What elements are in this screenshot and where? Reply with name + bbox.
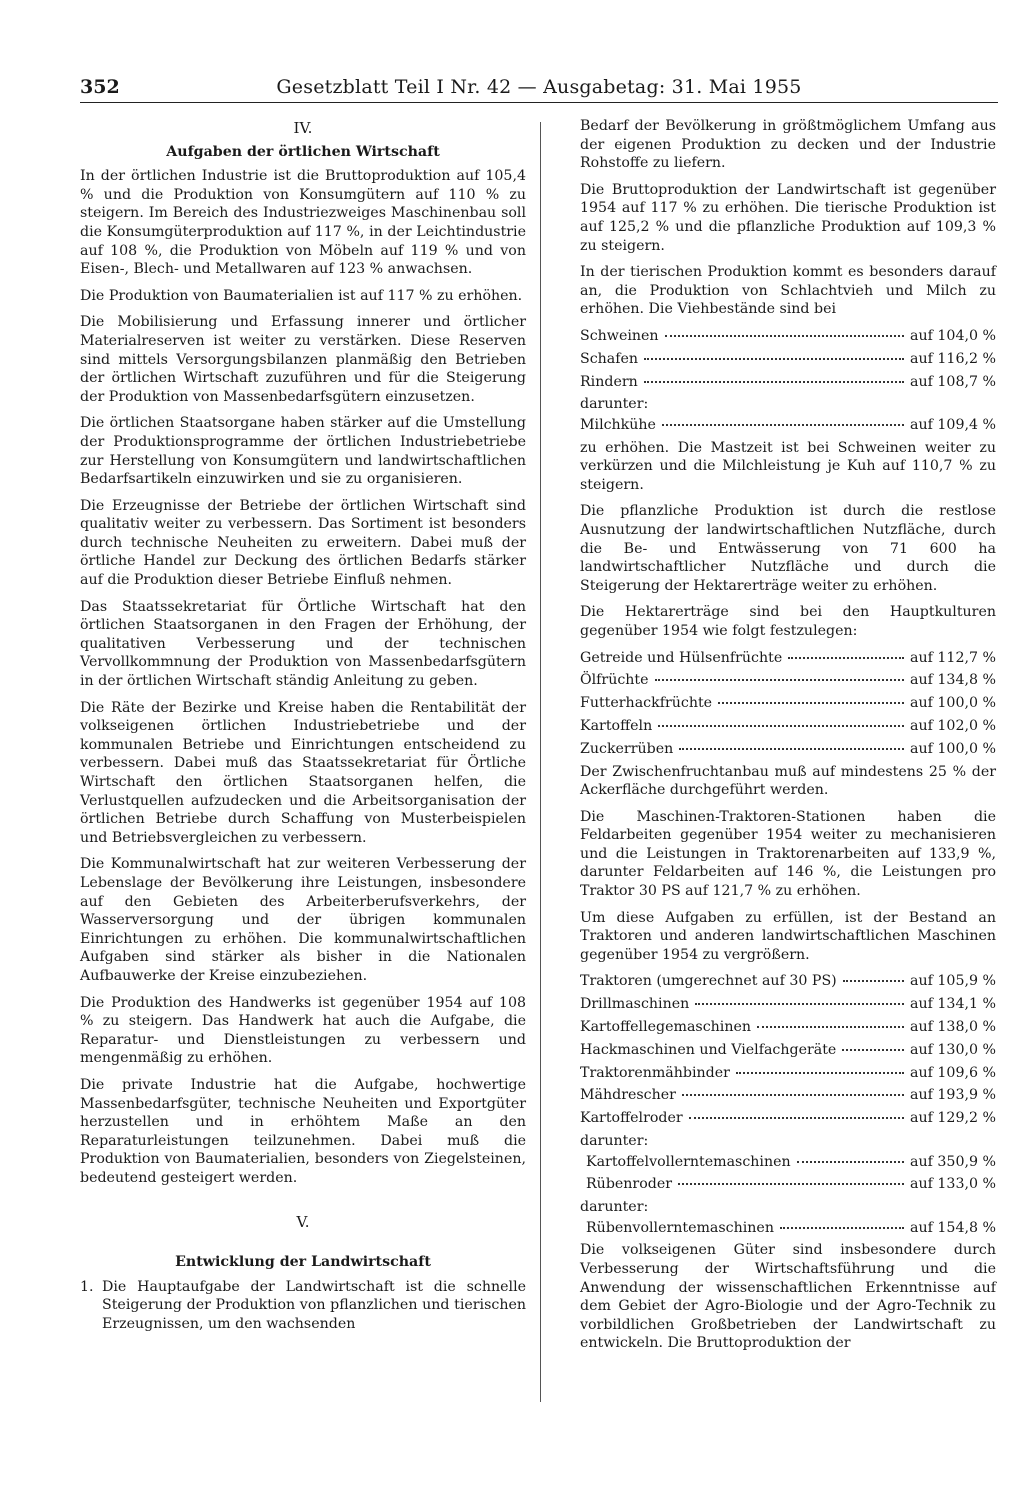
stat-row — [580, 671, 996, 690]
paragraph: Die volkseigenen Güter sind insbesondere durch Verbesserung der Wirtschaftsführung und die Anwendung der wissenschaftlichen Erkenntnisse auf dem Gebiet der Agro-Biologie und der Agro-Technik zu vorbildlichen Großbetrieben der Landwirtschaft zu entwickeln. Die Bruttoproduktion der — [580, 1242, 996, 1352]
stat-value: auf 104,0 % — [910, 327, 996, 344]
section-number: IV. — [293, 119, 313, 137]
leader-dots — [736, 1072, 904, 1074]
leader-dots — [644, 381, 904, 383]
paragraph: Die Mobilisierung und Erfassung innerer und örtlicher Materialreserven ist weiter zu verstärken. Diese Reserven sind mittels Versorgungsbilanzen planmäßig den Betrieben der örtlichen Wirtschaft zuzuführen und für die Steigerung der Produktion von Massenbedarfsgütern einzusetzen. — [80, 314, 526, 405]
paragraph: In der örtlichen Industrie ist die Bruttoproduktion auf 105,4 % und die Produktion von Konsumgütern auf 110 % zu steigern. Im Bereich des Industriezweiges Maschinenbau soll die Konsumgüterproduktion auf 117 %, in der Leichtindustrie auf 108 %, die Produktion von Möbeln auf 119 % und von Eisen-, Blech- und Metallwaren auf 123 % anwachsen. — [80, 168, 526, 278]
section-title: Entwicklung der Landwirtschaft — [175, 1254, 431, 1271]
leader-dots — [780, 1227, 904, 1229]
leader-dots — [658, 725, 904, 727]
paragraph: Die Bruttoproduktion der Landwirtschaft ist gegenüber 1954 auf 117 % zu erhöhen. Die tierische Produktion ist auf 125,2 % und die pflanzliche Produktion auf 109,3 % zu steigern. — [580, 181, 996, 254]
list-text: Die Hauptaufgabe der Landwirtschaft ist die schnelle Steigerung der Produktion von pflanzlichen und tierischen Erzeugnissen, um den wachsenden — [102, 1278, 526, 1332]
paragraph: Der Zwischenfruchtanbau muß auf mindestens 25 % der Ackerfläche durchgeführt werden. — [580, 763, 996, 799]
stat-value: auf 105,9 % — [910, 973, 996, 990]
stat-row — [580, 416, 996, 435]
stat-label: Kartoffelvollerntemaschinen — [586, 1153, 791, 1170]
stat-label: Rindern — [580, 373, 638, 390]
header-title: Gesetzblatt Teil I Nr. 42 — Ausgabetag: 31. Mai 1955 — [276, 76, 802, 98]
stat-label: Kartoffellegemaschinen — [580, 1019, 751, 1035]
paragraph: Die Erzeugnisse der Betriebe der örtlichen Wirtschaft sind qualitativ weiter zu verbessern. Das Sortiment ist besonders durch technische Neuheiten zu erweitern. Dabei muß der örtliche Handel zur Deckung des örtlichen Bedarfs stärker auf die Produktion dieser Betriebe Einfluß nehmen. — [80, 497, 526, 589]
leader-dots — [842, 1049, 904, 1051]
stat-value: auf 100,0 % — [910, 695, 996, 712]
leader-dots — [689, 1117, 904, 1119]
stat-value: auf 130,0 % — [910, 1041, 996, 1058]
stat-value: auf 134,8 % — [910, 672, 996, 689]
stat-row — [580, 1086, 996, 1105]
stat-row — [580, 1175, 996, 1194]
leader-dots — [843, 980, 904, 982]
paragraph: zu erhöhen. Die Mastzeit ist bei Schweinen weiter zu verkürzen und die Milchleistung je Kuh auf 110,7 % zu steigern. — [580, 439, 996, 493]
paragraph: Um diese Aufgaben zu erfüllen, ist der Bestand an Traktoren und anderen landwirtschaftlichen Maschinen gegenüber 1954 zu vergrößern. — [580, 909, 996, 963]
stat-label: Zuckerrüben — [580, 740, 674, 757]
stat-label: Ölfrüchte — [580, 672, 649, 689]
stat-label: Traktoren (umgerechnet auf 30 PS) — [580, 973, 837, 990]
paragraph: Die Kommunalwirtschaft hat zur weiteren Verbesserung der Lebenslage der Bevölkerung ihre Leistungen, insbesondere auf den Gebieten des Arbeiterberufsverkehrs, der Wasserversorgung und der übrigen kommunalen Einrichtungen zu erhöhen. Die kommunalwirtschaftlichen Aufgaben sind stärker als bisher in die Nationalen Aufbauwerke der Kreise einzubeziehen. — [80, 856, 526, 984]
stat-value: auf 109,4 % — [910, 416, 996, 433]
leader-dots — [757, 1026, 904, 1028]
stat-label: Traktorenmähbinder — [580, 1064, 730, 1081]
stat-label: Futterhackfrüchte — [580, 695, 713, 712]
leader-dots — [788, 657, 904, 659]
page-header — [80, 72, 998, 103]
stat-value: auf 350,9 % — [910, 1153, 996, 1170]
crops-table — [580, 649, 996, 759]
paragraph: Bedarf der Bevölkerung in größtmöglichem Umfang aus der eigenen Produktion zu decken und der Industrie Rohstoffe zu liefern. — [580, 118, 996, 172]
stat-label: Schweinen — [580, 327, 659, 344]
stat-row — [580, 1018, 996, 1037]
leader-dots — [662, 424, 904, 426]
page-number: 352 — [80, 76, 120, 98]
stat-value: auf 129,2 % — [910, 1110, 996, 1127]
list-item — [80, 1278, 526, 1334]
sub-label: darunter: — [580, 396, 649, 413]
leader-dots — [679, 748, 904, 750]
leader-dots — [678, 1183, 904, 1185]
column-divider — [540, 122, 541, 1402]
stat-row — [580, 740, 996, 759]
stat-label: Kartoffelroder — [580, 1110, 683, 1127]
stat-value: auf 109,6 % — [910, 1064, 996, 1081]
stat-row — [580, 1219, 996, 1238]
paragraph: Die Produktion des Handwerks ist gegenüber 1954 auf 108 % zu steigern. Das Handwerk hat auch die Aufgabe, die Reparatur- und Dienstleistungen zu verbessern und mengenmäßig zu erhöhen. — [80, 994, 526, 1067]
leader-dots — [665, 335, 904, 337]
stat-label: Kartoffeln — [580, 717, 653, 734]
paragraph: Die Räte der Bezirke und Kreise haben die Rentabilität der volkseigenen örtlichen Industriebetriebe und der kommunalen Betriebe und Einrichtungen entscheidend zu verbessern. Dabei muß das Staatssekretariat für Örtliche Wirtschaft den örtlichen Staatsorganen helfen, die Verlustquellen aufzudecken und die Arbeitsorganisation der örtlichen Betriebe durch Schaffung von Musterbeispielen und Betriebsvergleichen zu verbessern. — [80, 699, 526, 846]
stat-row — [580, 350, 996, 369]
stat-value: auf 193,9 % — [910, 1087, 996, 1104]
paragraph: Die Produktion von Baumaterialien ist auf 117 % zu erhöhen. — [80, 287, 523, 304]
stat-row — [580, 972, 996, 991]
livestock-table — [580, 327, 996, 435]
left-column — [80, 117, 526, 1341]
stat-row — [580, 373, 996, 392]
paragraph: In der tierischen Produktion kommt es besonders darauf an, die Produktion von Schlachtvieh und Milch zu erhöhen. Die Viehbestände sind bei — [580, 264, 996, 318]
leader-dots — [682, 1094, 904, 1096]
stat-row — [580, 1064, 996, 1083]
paragraph: Das Staatssekretariat für Örtliche Wirtschaft hat den örtlichen Staatsorganen in den Fragen der Erhöhung, der qualitativen Verbesserung und der technischen Vervollkommnung der Produktion von Massenbedarfsgütern in der örtlichen Wirtschaft ständig Anleitung zu geben. — [80, 598, 526, 690]
stat-value: auf 154,8 % — [910, 1219, 996, 1236]
stat-row — [580, 694, 996, 713]
stat-label: Rübenvollerntemaschinen — [586, 1219, 774, 1236]
stat-value: auf 133,0 % — [910, 1176, 996, 1193]
stat-label: Rübenroder — [586, 1176, 673, 1193]
sub-label: darunter: — [580, 1199, 649, 1216]
stat-value: auf 102,0 % — [910, 717, 996, 734]
stat-row — [580, 717, 996, 736]
stat-label: Hackmaschinen und Vielfachgeräte — [580, 1041, 837, 1058]
stat-row — [580, 1153, 996, 1172]
paragraph: Die pflanzliche Produktion ist durch die restlose Ausnutzung der landwirtschaftlichen Nutzfläche, durch die Be- und Entwässerung von 71 600 ha landwirtschaftlicher Nutzfläche und durch die Steigerung der Hektarerträge weiter zu erhöhen. — [580, 503, 996, 594]
paragraph: Die örtlichen Staatsorgane haben stärker auf die Umstellung der Produktionsprogramme der örtlichen Industriebetriebe zur Herstellung von Konsumgütern und landwirtschaftlichen Bedarfsartikeln einzuwirken und sie zu organisieren. — [80, 415, 526, 488]
stat-row — [580, 995, 996, 1014]
section-number: V. — [296, 1213, 310, 1232]
stat-row — [580, 649, 996, 668]
stat-value: auf 138,0 % — [910, 1019, 996, 1035]
paragraph: Die Maschinen-Traktoren-Stationen haben die Feldarbeiten gegenüber 1954 weiter zu mechanisieren und die Leistungen in Traktorenarbeiten auf 133,9 %, darunter Feldarbeiten auf 146 %, die Leistungen pro Traktor 30 PS auf 121,7 % zu erhöhen. — [580, 808, 996, 900]
leader-dots — [655, 679, 905, 681]
stat-row — [580, 1109, 996, 1128]
stat-value: auf 134,1 % — [910, 996, 996, 1013]
stat-value: auf 108,7 % — [910, 373, 996, 390]
right-column — [580, 117, 996, 1361]
paragraph: Die private Industrie hat die Aufgabe, hochwertige Massenbedarfsgüter, technische Neuheiten und Exportgüter herzustellen und in erhöhtem Maße an den Reparaturleistungen teilzunehmen. Dabei muß die Produktion von Baumaterialien, besonders von Ziegelsteinen, bedeutend gesteigert werden. — [80, 1076, 526, 1186]
machines-table — [580, 972, 996, 1237]
leader-dots — [718, 702, 904, 704]
stat-label: Mähdrescher — [580, 1087, 676, 1104]
leader-dots — [797, 1161, 904, 1163]
stat-value: auf 112,7 % — [910, 649, 996, 666]
stat-label: Drillmaschinen — [580, 996, 690, 1013]
stat-label: Schafen — [580, 350, 639, 367]
paragraph: Die Hektarerträge sind bei den Hauptkulturen gegenüber 1954 wie folgt festzulegen: — [580, 604, 996, 639]
stat-row — [580, 1041, 996, 1060]
leader-dots — [644, 358, 904, 360]
leader-dots — [695, 1003, 904, 1005]
stat-label: Getreide und Hülsenfrüchte — [580, 649, 783, 666]
stat-value: auf 116,2 % — [910, 350, 996, 367]
stat-value: auf 100,0 % — [910, 740, 996, 757]
list-number: 1. — [80, 1278, 94, 1295]
sub-label: darunter: — [580, 1132, 649, 1149]
section-title: Aufgaben der örtlichen Wirtschaft — [166, 143, 440, 160]
stat-label: Milchkühe — [580, 416, 656, 433]
stat-row — [580, 327, 996, 346]
